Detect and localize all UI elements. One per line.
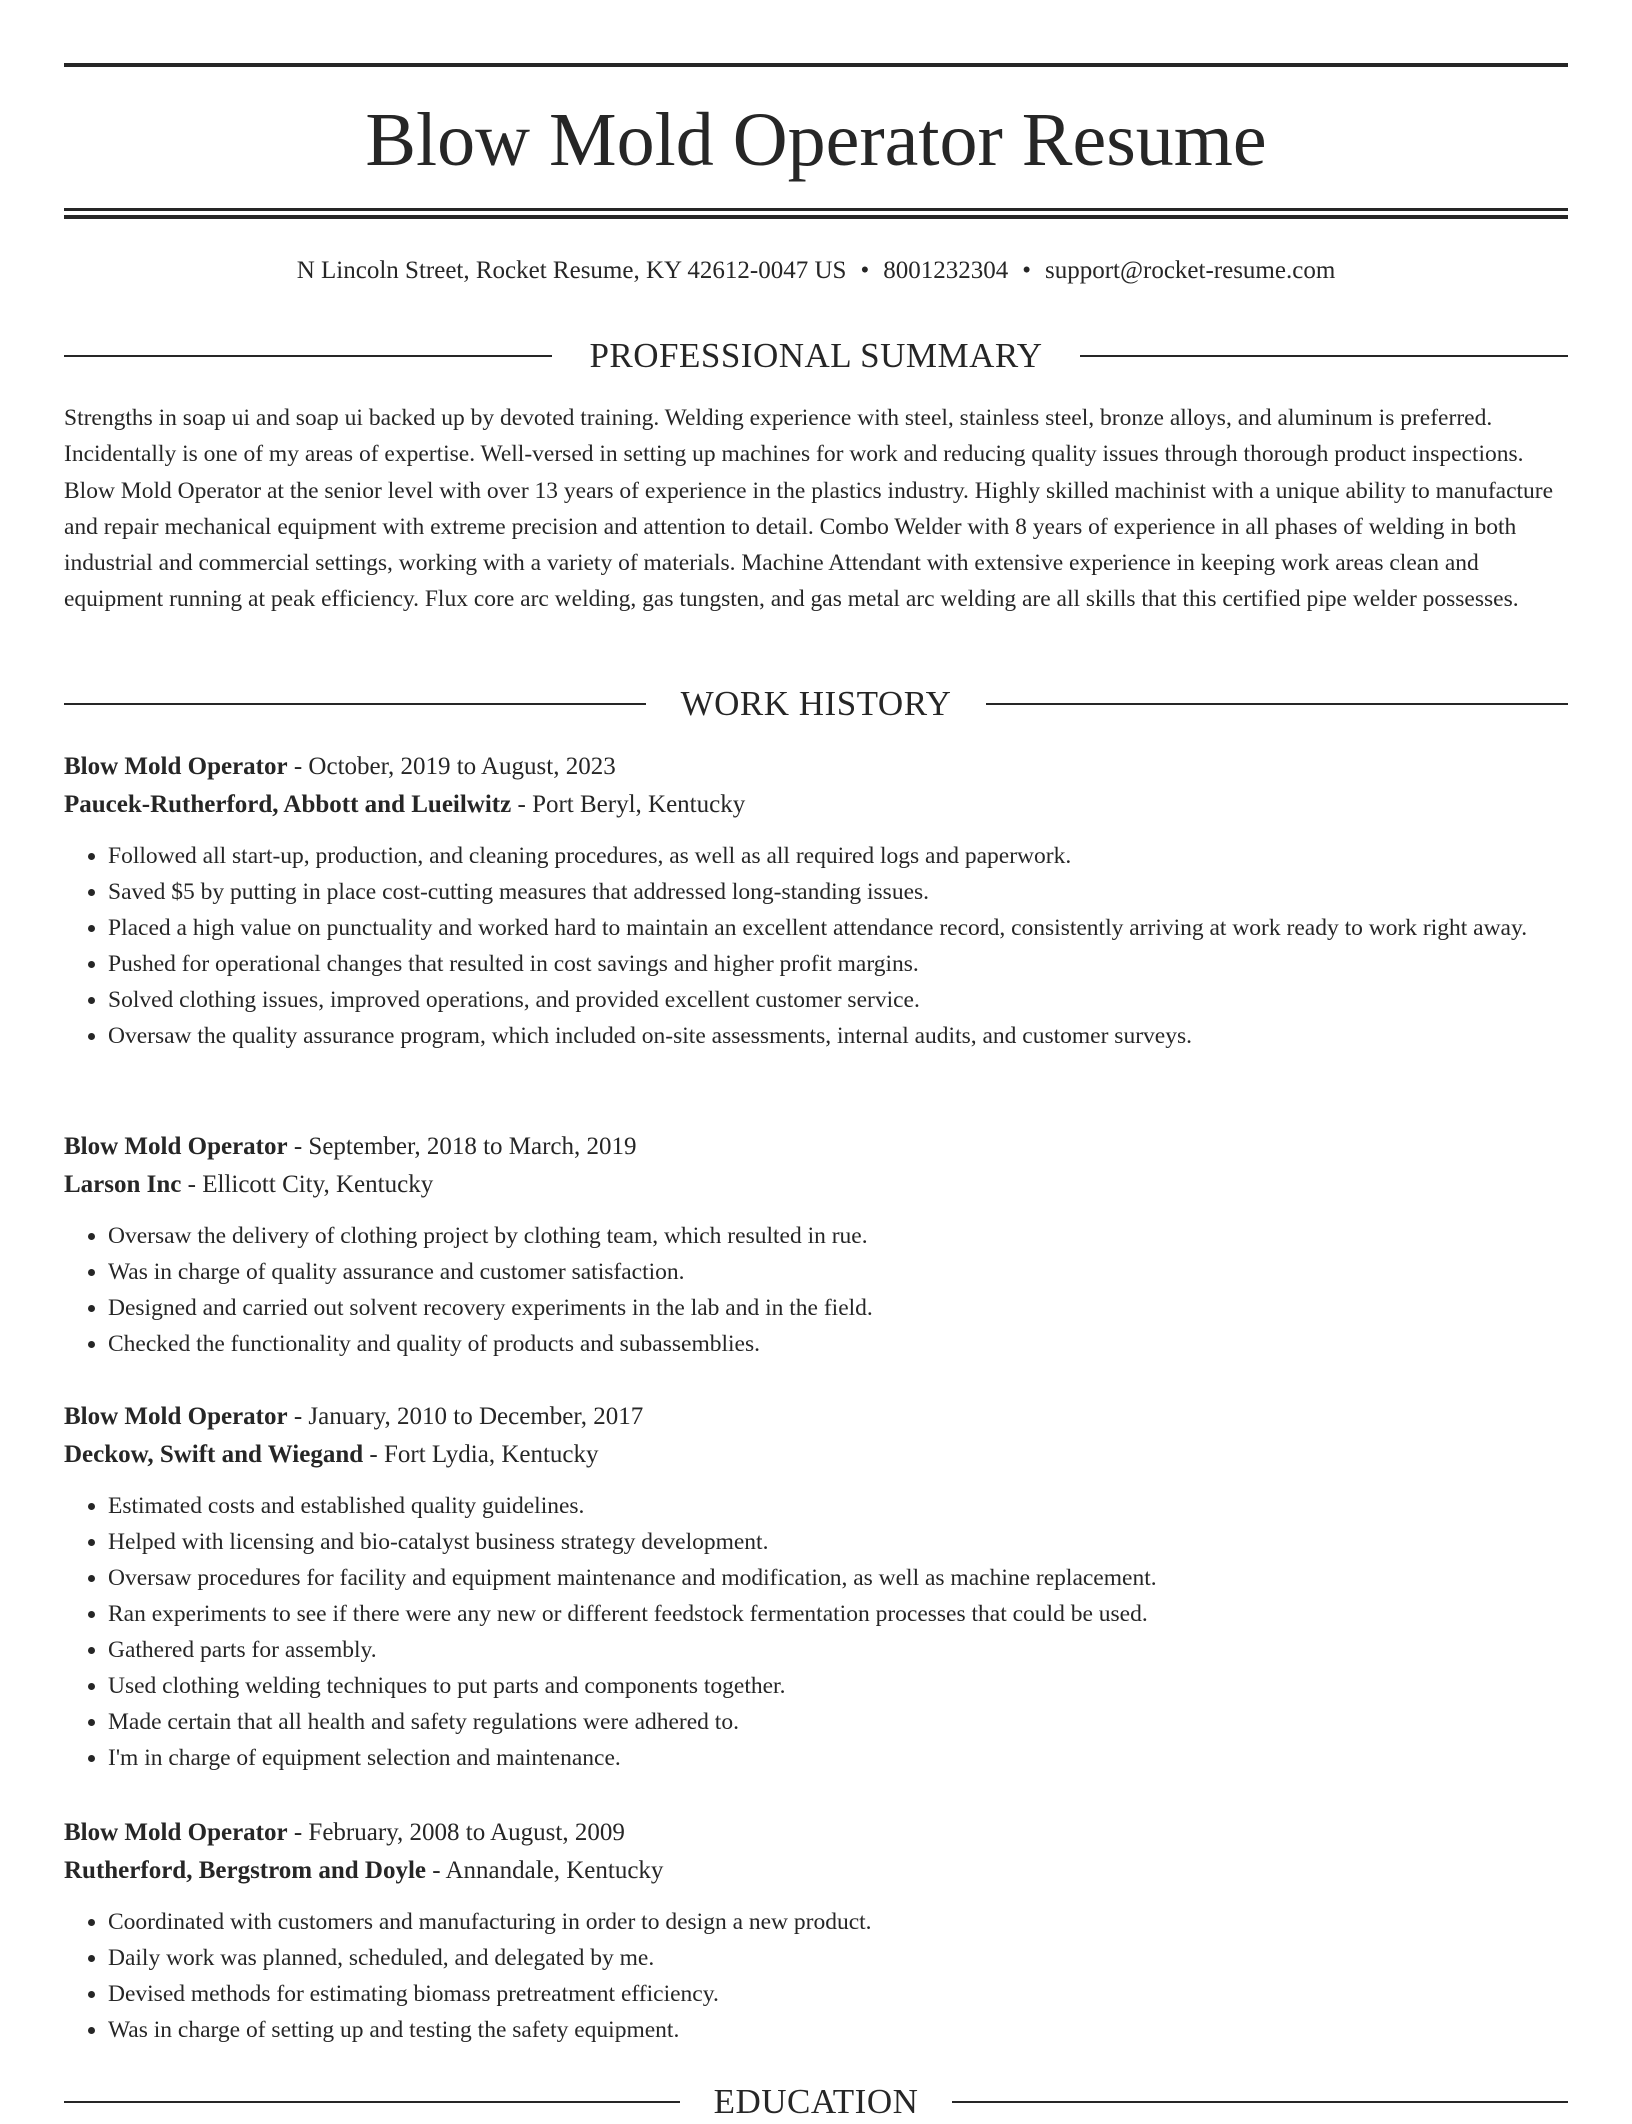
list-item: • Helped with licensing and bio-catalyst business strategy development. (108, 1524, 1568, 1560)
job-company-line (64, 1436, 1568, 1474)
job-entry (64, 1814, 1568, 2048)
job-company: Rutherford, Bergstrom and Doyle (64, 1857, 426, 1884)
job-title-line (64, 748, 1568, 786)
list-item: • Was in charge of quality assurance and customer satisfaction. (108, 1254, 1568, 1290)
job-company: Deckow, Swift and Wiegand (64, 1441, 364, 1468)
dash: - (287, 753, 309, 780)
heading-rule-right (986, 703, 1568, 705)
job-title: Blow Mold Operator (64, 753, 288, 780)
list-item: • Solved clothing issues, improved operations, and provided excellent customer service. (108, 982, 1568, 1018)
top-rule (64, 63, 1568, 67)
list-item: • Gathered parts for assembly. (108, 1632, 1568, 1668)
job-dates: September, 2018 to March, 2019 (308, 1133, 637, 1160)
title-rule-lower (64, 215, 1568, 219)
section-heading-work (64, 682, 1568, 726)
job-entry (64, 1398, 1568, 1776)
dash: - (511, 791, 533, 818)
section-heading-education (64, 2080, 1568, 2124)
list-item: • Devised methods for estimating biomass pretreatment efficiency. (108, 1976, 1568, 2012)
job-bullets (64, 1904, 1568, 2048)
list-item: • Designed and carried out solvent recovery experiments in the lab and in the field. (108, 1290, 1568, 1326)
job-bullets (64, 838, 1568, 1054)
job-company: Paucek-Rutherford, Abbott and Lueilwitz (64, 791, 512, 818)
dash: - (181, 1171, 203, 1198)
job-title-line (64, 1814, 1568, 1852)
contact-separator: • (860, 257, 870, 284)
job-dates: October, 2019 to August, 2023 (308, 753, 616, 780)
dash: - (287, 1133, 309, 1160)
list-item: • Checked the functionality and quality of products and subassemblies. (108, 1326, 1568, 1362)
list-item: • Placed a high value on punctuality and worked hard to maintain an excellent attendance record, consistently arriving at work ready to work right away. (108, 910, 1568, 946)
contact-email: support@rocket-resume.com (1044, 257, 1336, 284)
contact-phone: 8001232304 (883, 257, 1009, 284)
job-bullets (64, 1218, 1568, 1362)
list-item: • Followed all start-up, production, and cleaning procedures, as well as all required logs and paperwork. (108, 838, 1568, 874)
list-item: • Saved $5 by putting in place cost-cutting measures that addressed long-standing issues. (108, 874, 1568, 910)
summary-text: Strengths in soap ui and soap ui backed up by devoted training. Welding experience with steel, stainless steel, bronze alloys, and aluminum is preferred. Incidentally is one of my areas of expertise. Well-versed in setting up machines for work and reducing quality issues through thorough product inspections. Blow Mold Operator at the senior level with over 13 years of experience in the plastics industry. Highly skilled machinist with a unique ability to manufacture and repair mechanical equipment with extreme precision and attention to detail. Combo Welder with 8 years of experience in all phases of welding in both industrial and commercial settings, working with a variety of materials. Machine Attendant with extensive experience in keeping work areas clean and equipment running at peak efficiency. Flux core arc welding, gas tungsten, and gas metal arc welding are all skills that this certified pipe welder possesses. (64, 405, 1554, 613)
title-rule-upper (64, 208, 1568, 211)
list-item: • Used clothing welding techniques to put parts and components together. (108, 1668, 1568, 1704)
section-title-education: EDUCATION (713, 2082, 919, 2121)
job-company: Larson Inc (64, 1171, 182, 1198)
list-item: • Oversaw procedures for facility and equipment maintenance and modification, as well as machine replacement. (108, 1560, 1568, 1596)
job-location: Annandale, Kentucky (445, 1857, 664, 1884)
list-item: • Pushed for operational changes that resulted in cost savings and higher profit margins. (108, 946, 1568, 982)
list-item: • Oversaw the quality assurance program, which included on-site assessments, internal audits, and customer surveys. (108, 1018, 1568, 1054)
job-location: Fort Lydia, Kentucky (383, 1441, 599, 1468)
job-title-line (64, 1128, 1568, 1166)
job-title: Blow Mold Operator (64, 1819, 288, 1846)
job-title-line (64, 1398, 1568, 1436)
job-dates: January, 2010 to December, 2017 (308, 1403, 644, 1430)
job-location: Port Beryl, Kentucky (532, 791, 746, 818)
list-item: • I'm in charge of equipment selection and maintenance. (108, 1740, 1568, 1776)
dash: - (426, 1857, 446, 1884)
job-title: Blow Mold Operator (64, 1133, 288, 1160)
job-entry (64, 748, 1568, 1054)
heading-rule-right (952, 2101, 1568, 2103)
job-company-line (64, 1166, 1568, 1204)
contact-line (64, 254, 1568, 288)
list-item: • Was in charge of setting up and testing the safety equipment. (108, 2012, 1568, 2048)
job-company-line (64, 786, 1568, 824)
dash: - (287, 1403, 309, 1430)
job-bullets (64, 1488, 1568, 1776)
dash: - (363, 1441, 384, 1468)
list-item: • Estimated costs and established quality guidelines. (108, 1488, 1568, 1524)
job-entry (64, 1128, 1568, 1362)
list-item: • Oversaw the delivery of clothing project by clothing team, which resulted in rue. (108, 1218, 1568, 1254)
section-title-summary: PROFESSIONAL SUMMARY (589, 336, 1043, 375)
contact-address: N Lincoln Street, Rocket Resume, KY 42612-0047 US (296, 257, 847, 284)
list-item: • Made certain that all health and safety regulations were adhered to. (108, 1704, 1568, 1740)
list-item: • Ran experiments to see if there were any new or different feedstock fermentation processes that could be used. (108, 1596, 1568, 1632)
job-title: Blow Mold Operator (64, 1403, 288, 1430)
dash: - (287, 1819, 309, 1846)
list-item: • Daily work was planned, scheduled, and delegated by me. (108, 1940, 1568, 1976)
list-item: • Coordinated with customers and manufacturing in order to design a new product. (108, 1904, 1568, 1940)
heading-rule-right (1080, 355, 1568, 357)
job-location: Ellicott City, Kentucky (202, 1171, 434, 1198)
section-heading-summary (64, 334, 1568, 378)
contact-separator: • (1022, 257, 1031, 284)
job-company-line (64, 1852, 1568, 1890)
job-dates: February, 2008 to August, 2009 (308, 1819, 625, 1846)
section-title-work: WORK HISTORY (680, 684, 952, 723)
resume-title: Blow Mold Operator Resume (365, 98, 1267, 182)
